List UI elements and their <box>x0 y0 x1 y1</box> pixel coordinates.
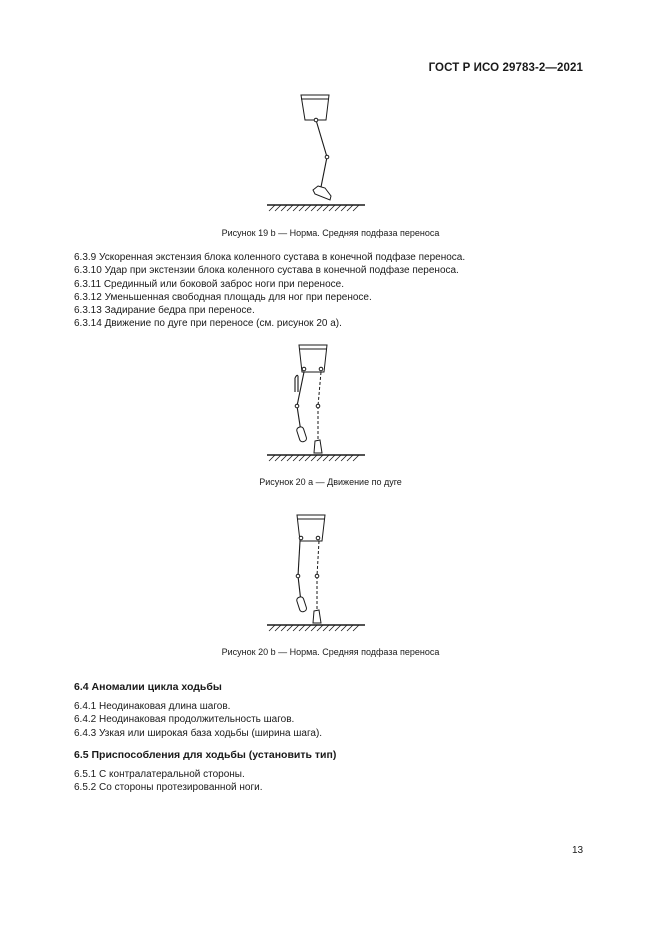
list-item: 6.3.9 Ускоренная экстензия блока коленного сустава в конечной подфазе переноса. <box>74 252 466 263</box>
figure-20a-drawing <box>255 340 375 465</box>
list-item: 6.3.12 Уменьшенная свободная площадь для ног при переносе. <box>74 291 372 303</box>
ground-line <box>267 455 365 461</box>
figure-20a-caption: Рисунок 20 a — Движение по дуге <box>259 477 402 487</box>
list-item: 6.3.14 Движение по дуге при переносе (см. рисунок 20 a). <box>74 318 342 330</box>
list-item: 6.4.3 Узкая или широкая база ходьбы (ширина шага). <box>74 727 323 739</box>
section-64-title: 6.4 Аномалии цикла ходьбы <box>74 681 222 693</box>
list-item: 6.3.10 Удар при экстензии блока коленного сустава в конечной подфазе переноса. <box>74 265 459 277</box>
figure-19b-drawing <box>255 90 375 215</box>
list-item: 6.4.1 Неодинаковая длина шагов. <box>74 701 231 712</box>
section-65-title: 6.5 Приспособления для ходьбы (установить тип) <box>74 749 337 761</box>
ground-line <box>267 625 365 631</box>
document-header: ГОСТ Р ИСО 29783-2—2021 <box>428 62 583 74</box>
list-item: 6.5.2 Со стороны протезированной ноги. <box>74 782 263 794</box>
prosthetic-foot <box>313 186 331 200</box>
figure-19b-caption: Рисунок 19 b — Норма. Средняя подфаза переноса <box>221 228 440 238</box>
figure-20b-drawing <box>255 510 375 635</box>
section-63-list <box>74 251 465 331</box>
list-item: 6.4.2 Неодинаковая продолжительность шагов. <box>74 714 295 726</box>
section-64-list <box>74 700 322 740</box>
list-item: 6.5.1 С контралатеральной стороны. <box>74 769 245 780</box>
swing-arc-indicator <box>295 375 298 392</box>
section-65-list <box>74 768 262 795</box>
list-item: 6.3.13 Задирание бедра при переносе. <box>74 305 255 317</box>
page-number: 13 <box>572 845 584 856</box>
figure-20b-caption: Рисунок 20 b — Норма. Средняя подфаза переноса <box>221 647 440 657</box>
list-item: 6.3.11 Срединный или боковой заброс ноги при переносе. <box>74 278 344 290</box>
ground-line <box>267 205 365 211</box>
prosthetic-foot <box>296 596 307 612</box>
knee-joint <box>314 118 318 122</box>
prosthetic-foot <box>296 426 307 442</box>
